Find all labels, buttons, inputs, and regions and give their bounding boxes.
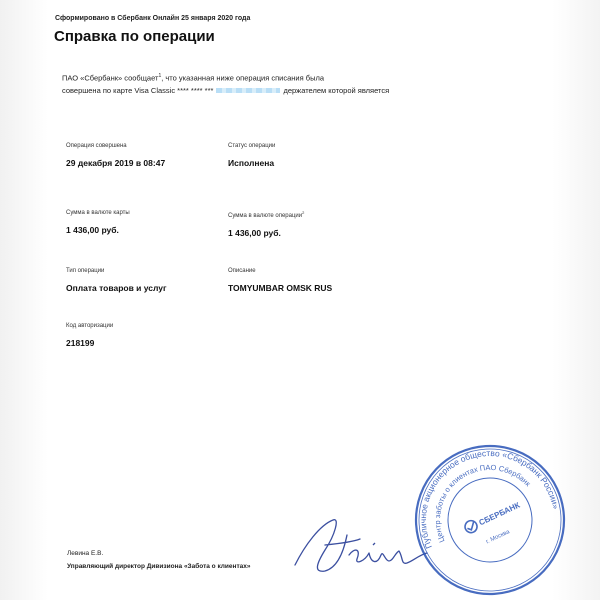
svg-text:Публичное акционерное общество <box>410 440 564 568</box>
field-value: 1 436,00 руб. <box>66 225 119 235</box>
intro-text-before: ПАО «Сбербанк» сообщает <box>62 73 159 83</box>
generated-note: Сформировано в Сбербанк Онлайн 25 января 2020 года <box>55 15 251 22</box>
field-label-wrap <box>228 210 378 219</box>
field-value: 1 436,00 руб. <box>228 228 281 238</box>
field-operation-date <box>66 143 166 169</box>
field-value: 218199 <box>66 338 95 348</box>
field-label: Тип операции <box>66 268 105 274</box>
stamp-inner-text: Центр заботы о клиентах ПАО Сбербанк <box>432 462 533 544</box>
field-value: TOMYUMBAR OMSK RUS <box>228 283 333 293</box>
field-value: Исполнена <box>228 158 275 168</box>
intro-text-after: , что указанная ниже операция списания была <box>161 73 325 83</box>
field-value: 29 декабря 2019 в 08:47 <box>66 158 166 168</box>
intro-footnote: 1 <box>158 73 162 79</box>
signer-role: Управляющий директор Дивизиона «Забота о клиентах» <box>67 563 251 570</box>
intro-line2-start: совершена по карте Visa Classic **** **** *** <box>62 85 214 95</box>
field-auth-code <box>66 323 216 349</box>
page-title: Справка по операции <box>54 28 215 45</box>
stamp-brand: СБЕРБАНК <box>477 500 522 528</box>
field-description <box>228 268 428 294</box>
field-card-amount <box>66 210 216 236</box>
field-operation-type <box>66 268 216 294</box>
field-label: Операция совершена <box>66 143 127 149</box>
field-operation-amount <box>228 210 378 239</box>
sberbank-logo-icon <box>463 519 479 535</box>
field-status <box>228 143 378 169</box>
field-label: Сумма в валюте операции <box>228 213 303 219</box>
intro-paragraph <box>62 70 392 97</box>
field-value: Оплата товаров и услуг <box>66 283 167 293</box>
intro-line2-end: держателем которой является <box>283 85 390 95</box>
field-label: Описание <box>228 268 256 274</box>
stamp-outer-text: Публичное акционерное общество «Сбербанк России» <box>417 447 562 551</box>
stamp-city: г. Москва <box>485 529 511 546</box>
bank-stamp <box>410 440 570 600</box>
masked-card-number <box>216 88 280 93</box>
field-label: Код авторизации <box>66 323 114 329</box>
field-label: Сумма в валюте карты <box>66 210 130 216</box>
field-footnote: 2 <box>302 210 305 215</box>
signer-block <box>67 547 250 573</box>
field-label: Статус операции <box>228 143 276 149</box>
signer-name: Левина Е.В. <box>67 550 104 557</box>
